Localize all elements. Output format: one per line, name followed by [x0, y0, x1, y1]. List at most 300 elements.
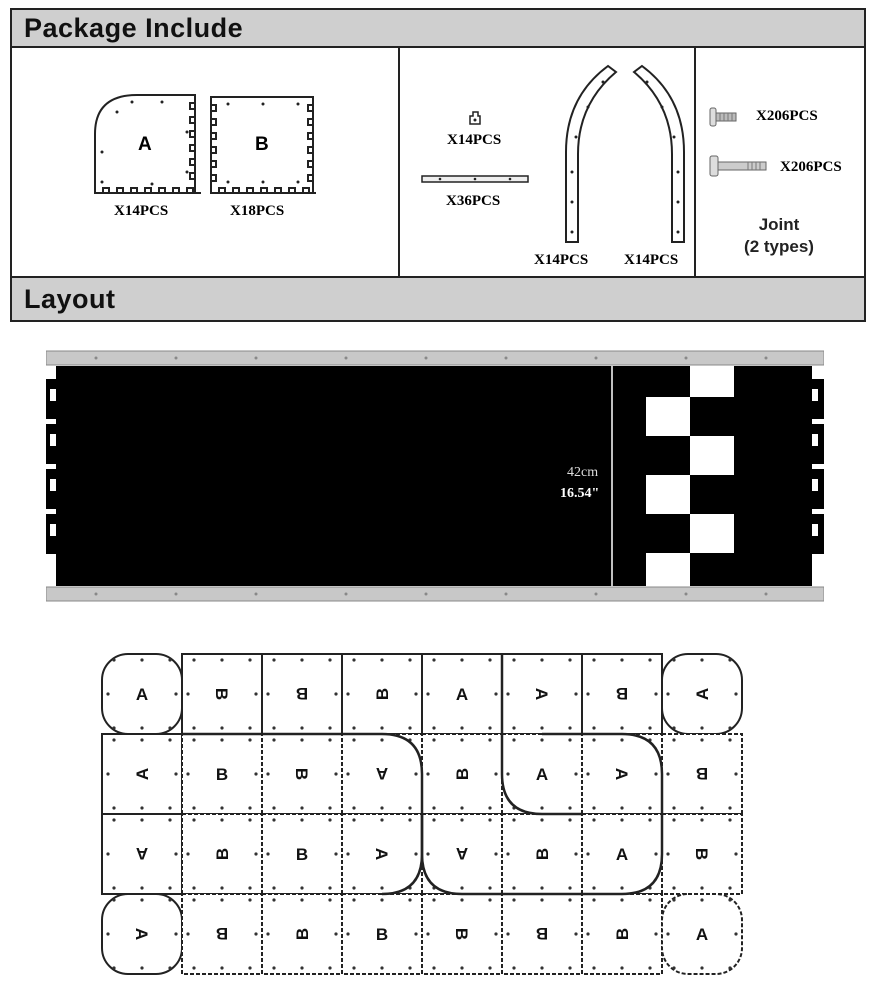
- tile-screw-dot: [488, 726, 491, 729]
- layout-tile-label: A: [693, 687, 712, 701]
- curved-rail-left-icon: [556, 62, 622, 248]
- tile-screw-dot: [352, 886, 355, 889]
- layout-tile-label: B: [695, 764, 709, 783]
- tile-screw-dot: [574, 692, 577, 695]
- tile-screw-dot: [220, 658, 223, 661]
- tile-screw-dot: [432, 818, 435, 821]
- tile-screw-dot: [728, 898, 731, 901]
- tile-screw-dot: [248, 966, 251, 969]
- track-width-cm: 42cm: [567, 465, 599, 480]
- tile-screw-dot: [380, 658, 383, 661]
- small-clip-quantity: X14PCS: [447, 132, 502, 148]
- layout-grid-diagram: [96, 650, 756, 980]
- tile-screw-dot: [700, 806, 703, 809]
- tile-screw-dot: [254, 772, 257, 775]
- tile-screw-dot: [568, 898, 571, 901]
- tile-screw-dot: [140, 726, 143, 729]
- tile-screw-dot: [648, 806, 651, 809]
- straight-bar-quantity: X36PCS: [446, 193, 501, 209]
- tile-screw-dot: [512, 886, 515, 889]
- joint-label-line1: Joint: [758, 215, 800, 234]
- tile-screw-dot: [426, 932, 429, 935]
- tile-screw-dot: [328, 738, 331, 741]
- tile-screw-dot: [728, 658, 731, 661]
- tile-screw-dot: [140, 806, 143, 809]
- tile-screw-dot: [488, 818, 491, 821]
- tile-screw-dot: [168, 658, 171, 661]
- tile-screw-dot: [620, 898, 623, 901]
- layout-tile-label: B: [373, 687, 392, 701]
- tile-screw-dot: [186, 852, 189, 855]
- tile-screw-dot: [488, 886, 491, 889]
- tile-screw-dot: [568, 886, 571, 889]
- tile-screw-dot: [700, 818, 703, 821]
- tile-screw-dot: [494, 932, 497, 935]
- tile-screw-dot: [174, 932, 177, 935]
- layout-tile-label: A: [375, 764, 389, 783]
- tile-screw-dot: [460, 726, 463, 729]
- tile-screw-dot: [540, 738, 543, 741]
- tile-screw-dot: [192, 898, 195, 901]
- tile-screw-dot: [334, 932, 337, 935]
- tile-screw-dot: [248, 658, 251, 661]
- tile-screw-dot: [380, 898, 383, 901]
- tile-screw-dot: [266, 852, 269, 855]
- tile-screw-dot: [300, 886, 303, 889]
- tile-screw-dot: [488, 738, 491, 741]
- layout-tile-label: A: [132, 927, 151, 941]
- tile-screw-dot: [380, 966, 383, 969]
- tile-screw-dot: [248, 818, 251, 821]
- tile-screw-dot: [254, 852, 257, 855]
- tile-screw-dot: [254, 932, 257, 935]
- tile-b-label: B: [255, 134, 269, 155]
- tile-screw-dot: [488, 658, 491, 661]
- tile-screw-dot: [620, 886, 623, 889]
- tile-screw-dot: [666, 772, 669, 775]
- tile-screw-dot: [186, 772, 189, 775]
- tile-screw-dot: [620, 738, 623, 741]
- track-width-inches: 16.54": [560, 486, 600, 501]
- layout-tile-label: B: [292, 767, 311, 781]
- tile-screw-dot: [540, 658, 543, 661]
- tile-screw-dot: [272, 886, 275, 889]
- tile-screw-dot: [272, 806, 275, 809]
- tile-screw-dot: [666, 852, 669, 855]
- tile-screw-dot: [586, 852, 589, 855]
- tile-screw-dot: [432, 898, 435, 901]
- tile-screw-dot: [540, 818, 543, 821]
- tile-screw-dot: [592, 818, 595, 821]
- layout-tile-label: B: [213, 847, 232, 861]
- tile-screw-dot: [672, 658, 675, 661]
- tile-screw-dot: [174, 852, 177, 855]
- tile-screw-dot: [620, 726, 623, 729]
- tile-screw-dot: [174, 772, 177, 775]
- tile-screw-dot: [248, 886, 251, 889]
- tile-screw-dot: [328, 806, 331, 809]
- tile-screw-dot: [220, 806, 223, 809]
- tile-screw-dot: [300, 658, 303, 661]
- tile-screw-dot: [734, 692, 737, 695]
- tile-screw-dot: [192, 658, 195, 661]
- tile-screw-dot: [408, 818, 411, 821]
- curved-rail-right-quantity: X14PCS: [624, 252, 679, 268]
- tile-screw-dot: [574, 852, 577, 855]
- layout-tile-label: A: [135, 685, 149, 704]
- tile-screw-dot: [248, 806, 251, 809]
- tile-screw-dot: [460, 806, 463, 809]
- tile-screw-dot: [460, 738, 463, 741]
- tile-screw-dot: [568, 818, 571, 821]
- tile-screw-dot: [512, 726, 515, 729]
- tile-screw-dot: [460, 886, 463, 889]
- tile-screw-dot: [380, 806, 383, 809]
- layout-tile-label: A: [532, 687, 551, 701]
- tile-screw-dot: [272, 898, 275, 901]
- tile-screw-dot: [648, 898, 651, 901]
- tile-screw-dot: [620, 818, 623, 821]
- layout-tile-label: B: [295, 845, 309, 864]
- tile-screw-dot: [168, 886, 171, 889]
- tile-screw-dot: [408, 658, 411, 661]
- tile-screw-dot: [574, 772, 577, 775]
- joint-label-line2: (2 types): [744, 237, 814, 256]
- tile-screw-dot: [460, 966, 463, 969]
- tile-screw-dot: [192, 806, 195, 809]
- tile-screw-dot: [346, 932, 349, 935]
- tile-screw-dot: [300, 898, 303, 901]
- tile-screw-dot: [672, 806, 675, 809]
- tile-screw-dot: [540, 966, 543, 969]
- tile-screw-dot: [192, 818, 195, 821]
- tile-screw-dot: [408, 898, 411, 901]
- tile-screw-dot: [432, 738, 435, 741]
- tile-screw-dot: [426, 772, 429, 775]
- tile-screw-dot: [140, 898, 143, 901]
- tile-screw-dot: [592, 806, 595, 809]
- tile-screw-dot: [334, 692, 337, 695]
- layout-tile-label: B: [613, 927, 632, 941]
- tile-screw-dot: [168, 898, 171, 901]
- tile-screw-dot: [266, 692, 269, 695]
- tile-screw-dot: [380, 886, 383, 889]
- tile-screw-dot: [272, 966, 275, 969]
- finish-line-checker: [646, 366, 734, 586]
- tile-screw-dot: [700, 738, 703, 741]
- tile-screw-dot: [620, 966, 623, 969]
- tile-screw-dot: [112, 806, 115, 809]
- tile-screw-dot: [300, 966, 303, 969]
- tile-screw-dot: [414, 772, 417, 775]
- tile-screw-dot: [328, 726, 331, 729]
- tile-screw-dot: [654, 932, 657, 935]
- tile-screw-dot: [106, 692, 109, 695]
- tile-screw-dot: [408, 966, 411, 969]
- tile-screw-dot: [592, 738, 595, 741]
- layout-tile-label: B: [215, 924, 229, 943]
- tile-screw-dot: [272, 738, 275, 741]
- tile-screw-dot: [586, 692, 589, 695]
- small-clip-connector-icon: [468, 110, 482, 126]
- tile-screw-dot: [728, 818, 731, 821]
- tile-screw-dot: [112, 726, 115, 729]
- tile-screw-dot: [512, 658, 515, 661]
- layout-header: [10, 276, 866, 322]
- tile-screw-dot: [380, 738, 383, 741]
- tile-screw-dot: [506, 692, 509, 695]
- tile-screw-dot: [592, 898, 595, 901]
- tile-screw-dot: [700, 886, 703, 889]
- tile-screw-dot: [506, 852, 509, 855]
- tile-screw-dot: [408, 726, 411, 729]
- layout-tile-label: B: [452, 927, 471, 941]
- tile-screw-dot: [734, 772, 737, 775]
- tile-screw-dot: [168, 806, 171, 809]
- tile-screw-dot: [248, 726, 251, 729]
- curved-rail-left-quantity: X14PCS: [534, 252, 589, 268]
- tile-screw-dot: [700, 658, 703, 661]
- layout-tile-label: A: [612, 767, 631, 781]
- tile-screw-dot: [140, 818, 143, 821]
- tile-screw-dot: [300, 806, 303, 809]
- package-include-header: [10, 8, 866, 48]
- tile-screw-dot: [512, 818, 515, 821]
- tile-screw-dot: [672, 726, 675, 729]
- tile-screw-dot: [328, 818, 331, 821]
- tile-screw-dot: [300, 818, 303, 821]
- tile-screw-dot: [432, 658, 435, 661]
- tile-screw-dot: [648, 726, 651, 729]
- tile-screw-dot: [728, 966, 731, 969]
- straight-bar-connector-icon: [420, 173, 530, 185]
- tile-a-quantity: X14PCS: [114, 203, 169, 219]
- tile-screw-dot: [488, 966, 491, 969]
- tile-screw-dot: [186, 692, 189, 695]
- tile-screw-dot: [414, 932, 417, 935]
- short-screw-joint-icon: [708, 106, 738, 128]
- short-joint-quantity: X206PCS: [756, 108, 818, 124]
- layout-tile-label: B: [295, 684, 309, 703]
- layout-tile-label: A: [695, 925, 709, 944]
- tile-screw-dot: [700, 898, 703, 901]
- tile-screw-dot: [266, 772, 269, 775]
- tile-screw-dot: [506, 932, 509, 935]
- tile-screw-dot: [540, 726, 543, 729]
- tile-screw-dot: [494, 852, 497, 855]
- tile-screw-dot: [272, 818, 275, 821]
- tile-screw-dot: [328, 966, 331, 969]
- tile-screw-dot: [654, 852, 657, 855]
- tile-screw-dot: [352, 726, 355, 729]
- tile-screw-dot: [734, 932, 737, 935]
- tile-screw-dot: [192, 886, 195, 889]
- tile-screw-dot: [112, 818, 115, 821]
- layout-tile-label: B: [293, 927, 312, 941]
- tile-screw-dot: [112, 966, 115, 969]
- tile-screw-dot: [568, 806, 571, 809]
- tile-screw-dot: [140, 738, 143, 741]
- tile-screw-dot: [592, 886, 595, 889]
- tile-screw-dot: [586, 932, 589, 935]
- curved-rail-right-icon: [628, 62, 694, 248]
- tile-screw-dot: [328, 658, 331, 661]
- panel-divider: [694, 48, 696, 276]
- layout-tile-label: A: [455, 844, 469, 863]
- tile-screw-dot: [300, 738, 303, 741]
- tile-screw-dot: [112, 738, 115, 741]
- tile-screw-dot: [408, 806, 411, 809]
- tile-screw-dot: [346, 692, 349, 695]
- tile-screw-dot: [174, 692, 177, 695]
- tile-screw-dot: [574, 932, 577, 935]
- tile-screw-dot: [352, 898, 355, 901]
- package-include-title: Package Include: [24, 13, 244, 43]
- tile-screw-dot: [272, 658, 275, 661]
- layout-tile-label: A: [133, 767, 152, 781]
- layout-tile-label: B: [615, 684, 629, 703]
- tile-screw-dot: [426, 852, 429, 855]
- tile-screw-dot: [186, 932, 189, 935]
- tile-screw-dot: [272, 726, 275, 729]
- tile-screw-dot: [248, 898, 251, 901]
- layout-tile-label: B: [215, 765, 229, 784]
- tile-screw-dot: [414, 692, 417, 695]
- tile-screw-dot: [666, 932, 669, 935]
- tile-screw-dot: [654, 692, 657, 695]
- tile-screw-dot: [106, 932, 109, 935]
- tile-screw-dot: [672, 818, 675, 821]
- tile-screw-dot: [540, 806, 543, 809]
- tile-screw-dot: [568, 726, 571, 729]
- tile-screw-dot: [220, 818, 223, 821]
- tile-screw-dot: [592, 966, 595, 969]
- tile-screw-dot: [140, 658, 143, 661]
- tile-screw-dot: [106, 772, 109, 775]
- tile-screw-dot: [334, 852, 337, 855]
- tile-screw-dot: [168, 966, 171, 969]
- tile-screw-dot: [540, 886, 543, 889]
- tile-screw-dot: [266, 932, 269, 935]
- tile-screw-dot: [506, 772, 509, 775]
- tile-screw-dot: [352, 818, 355, 821]
- tile-screw-dot: [140, 966, 143, 969]
- tile-screw-dot: [568, 738, 571, 741]
- tile-screw-dot: [432, 966, 435, 969]
- track-strip-preview: [46, 349, 824, 603]
- tile-screw-dot: [654, 772, 657, 775]
- tile-screw-dot: [140, 886, 143, 889]
- tile-screw-dot: [672, 966, 675, 969]
- tile-screw-dot: [328, 886, 331, 889]
- tile-screw-dot: [672, 898, 675, 901]
- tile-screw-dot: [112, 898, 115, 901]
- tile-screw-dot: [568, 966, 571, 969]
- tile-screw-dot: [672, 886, 675, 889]
- long-joint-quantity: X206PCS: [780, 159, 842, 175]
- tile-screw-dot: [592, 658, 595, 661]
- tile-screw-dot: [106, 852, 109, 855]
- layout-tile-label: B: [535, 924, 549, 943]
- tile-screw-dot: [586, 772, 589, 775]
- tile-screw-dot: [432, 726, 435, 729]
- tile-screw-dot: [220, 966, 223, 969]
- tile-screw-dot: [168, 818, 171, 821]
- tile-b-quantity: X18PCS: [230, 203, 285, 219]
- tile-screw-dot: [488, 806, 491, 809]
- package-contents-panel: [10, 48, 866, 276]
- tile-screw-dot: [254, 692, 257, 695]
- layout-tile-label: B: [692, 847, 711, 861]
- tile-a-label: A: [138, 134, 152, 155]
- tile-screw-dot: [192, 966, 195, 969]
- tile-screw-dot: [112, 658, 115, 661]
- tile-screw-dot: [568, 658, 571, 661]
- tile-screw-dot: [672, 738, 675, 741]
- tile-screw-dot: [112, 886, 115, 889]
- tile-screw-dot: [648, 658, 651, 661]
- tile-screw-dot: [432, 806, 435, 809]
- joint-label: [724, 214, 834, 258]
- layout-tile-label: A: [372, 847, 391, 861]
- layout-title: Layout: [24, 284, 116, 314]
- tile-screw-dot: [488, 898, 491, 901]
- tile-screw-dot: [700, 726, 703, 729]
- layout-tile-label: B: [533, 847, 552, 861]
- tile-screw-dot: [512, 898, 515, 901]
- tile-screw-dot: [592, 726, 595, 729]
- long-screw-joint-icon: [708, 154, 768, 178]
- tile-screw-dot: [346, 772, 349, 775]
- tile-screw-dot: [512, 966, 515, 969]
- tile-screw-dot: [648, 818, 651, 821]
- tile-screw-dot: [192, 726, 195, 729]
- tile-screw-dot: [220, 886, 223, 889]
- tile-screw-dot: [460, 818, 463, 821]
- tile-screw-dot: [494, 772, 497, 775]
- tile-screw-dot: [460, 658, 463, 661]
- layout-tile-label: A: [135, 844, 149, 863]
- tile-screw-dot: [620, 806, 623, 809]
- tile-screw-dot: [728, 726, 731, 729]
- tile-screw-dot: [248, 738, 251, 741]
- tile-screw-dot: [220, 726, 223, 729]
- tile-screw-dot: [192, 738, 195, 741]
- tile-screw-dot: [300, 726, 303, 729]
- tile-screw-dot: [352, 738, 355, 741]
- layout-tile-label: B: [453, 767, 472, 781]
- layout-tile-label: A: [455, 685, 469, 704]
- layout-tile-label: A: [535, 765, 549, 784]
- tile-screw-dot: [380, 818, 383, 821]
- tile-screw-dot: [734, 852, 737, 855]
- track-strip-graphic: [46, 349, 824, 603]
- tile-screw-dot: [334, 772, 337, 775]
- tile-screw-dot: [220, 898, 223, 901]
- tile-screw-dot: [352, 966, 355, 969]
- layout-tile-label: A: [615, 845, 629, 864]
- tile-screw-dot: [512, 738, 515, 741]
- tile-screw-dot: [328, 898, 331, 901]
- layout-tile-label: B: [212, 687, 231, 701]
- tile-screw-dot: [220, 738, 223, 741]
- tile-screw-dot: [494, 692, 497, 695]
- tile-screw-dot: [352, 806, 355, 809]
- layout-tile-label: B: [375, 925, 389, 944]
- tile-screw-dot: [426, 692, 429, 695]
- tile-screw-dot: [380, 726, 383, 729]
- tile-screw-dot: [648, 966, 651, 969]
